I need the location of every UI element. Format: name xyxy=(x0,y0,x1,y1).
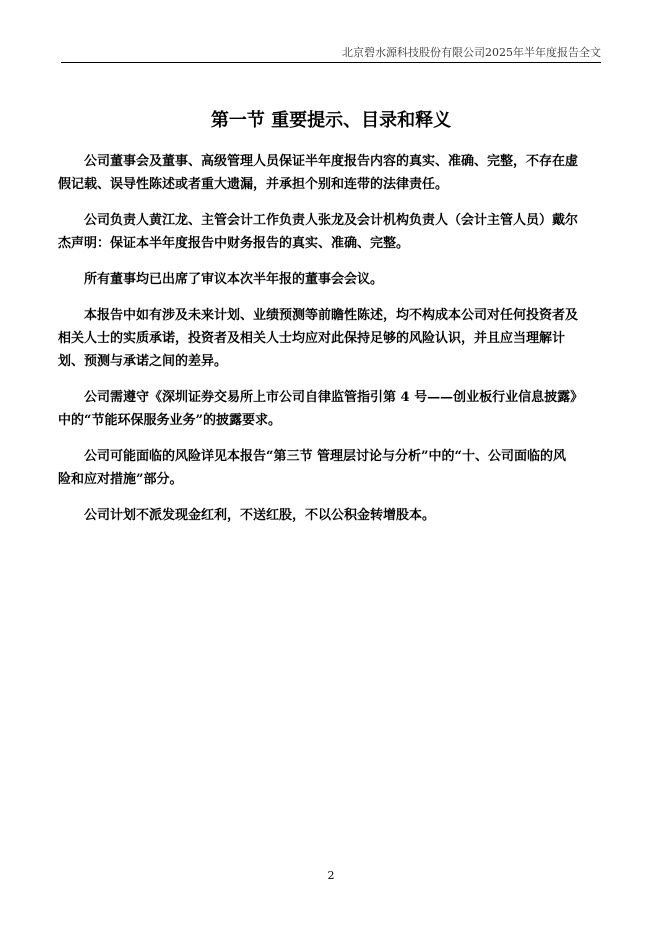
paragraph-board-guarantee xyxy=(58,150,604,196)
paragraph-line: 公司董事会及董事、高级管理人员保证半年度报告内容的真实、准确、完整，不存在虚 xyxy=(84,154,579,169)
paragraph-risk-reference xyxy=(58,445,604,491)
paragraph-line: 公司可能面临的风险详见本报告“第三节 管理层讨论与分析”中的“十、公司面临的风 xyxy=(84,449,566,464)
paragraph-directors-attendance xyxy=(84,268,604,291)
page-number: 2 xyxy=(327,869,335,882)
paragraph-dividend-plan xyxy=(84,504,604,527)
paragraph-line: 公司负责人黄江龙、主管会计工作负责人张龙及会计机构负责人（会计主管人员）戴尔 xyxy=(84,213,579,228)
header-text: 北京碧水源科技股份有限公司2025年半年度报告全文 xyxy=(342,46,601,59)
paragraph-line: 中的“节能环保服务业务”的披露要求。 xyxy=(58,413,281,428)
paragraph-forward-looking xyxy=(58,304,604,373)
paragraph-line: 本报告中如有涉及未来计划、业绩预测等前瞻性陈述，均不构成本公司对任何投资者及 xyxy=(84,308,579,323)
section-title: 第一节 重要提示、目录和释义 xyxy=(210,110,452,131)
paragraph-line: 相关人士的实质承诺，投资者及相关人士均应对此保持足够的风险认识，并且应当理解计 xyxy=(58,331,566,346)
paragraph-responsible-persons xyxy=(58,209,604,255)
document-body xyxy=(58,150,604,540)
paragraph-disclosure-requirements xyxy=(58,386,604,432)
paragraph-line: 划、预测与承诺之间的差异。 xyxy=(58,354,228,369)
paragraph-line: 所有董事均已出席了审议本次半年报的董事会会议。 xyxy=(84,272,384,287)
paragraph-line: 杰声明：保证本半年度报告中财务报告的真实、准确、完整。 xyxy=(58,236,410,251)
page-header xyxy=(61,44,601,63)
paragraph-line: 险和应对措施”部分。 xyxy=(58,472,183,487)
paragraph-line: 公司计划不派发现金红利，不送红股，不以公积金转增股本。 xyxy=(84,508,436,523)
paragraph-line: 假记载、误导性陈述或者重大遗漏，并承担个别和连带的法律责任。 xyxy=(58,177,449,192)
paragraph-line: 公司需遵守《深圳证券交易所上市公司自律监管指引第 4 号——创业板行业信息披露》 xyxy=(84,390,584,405)
